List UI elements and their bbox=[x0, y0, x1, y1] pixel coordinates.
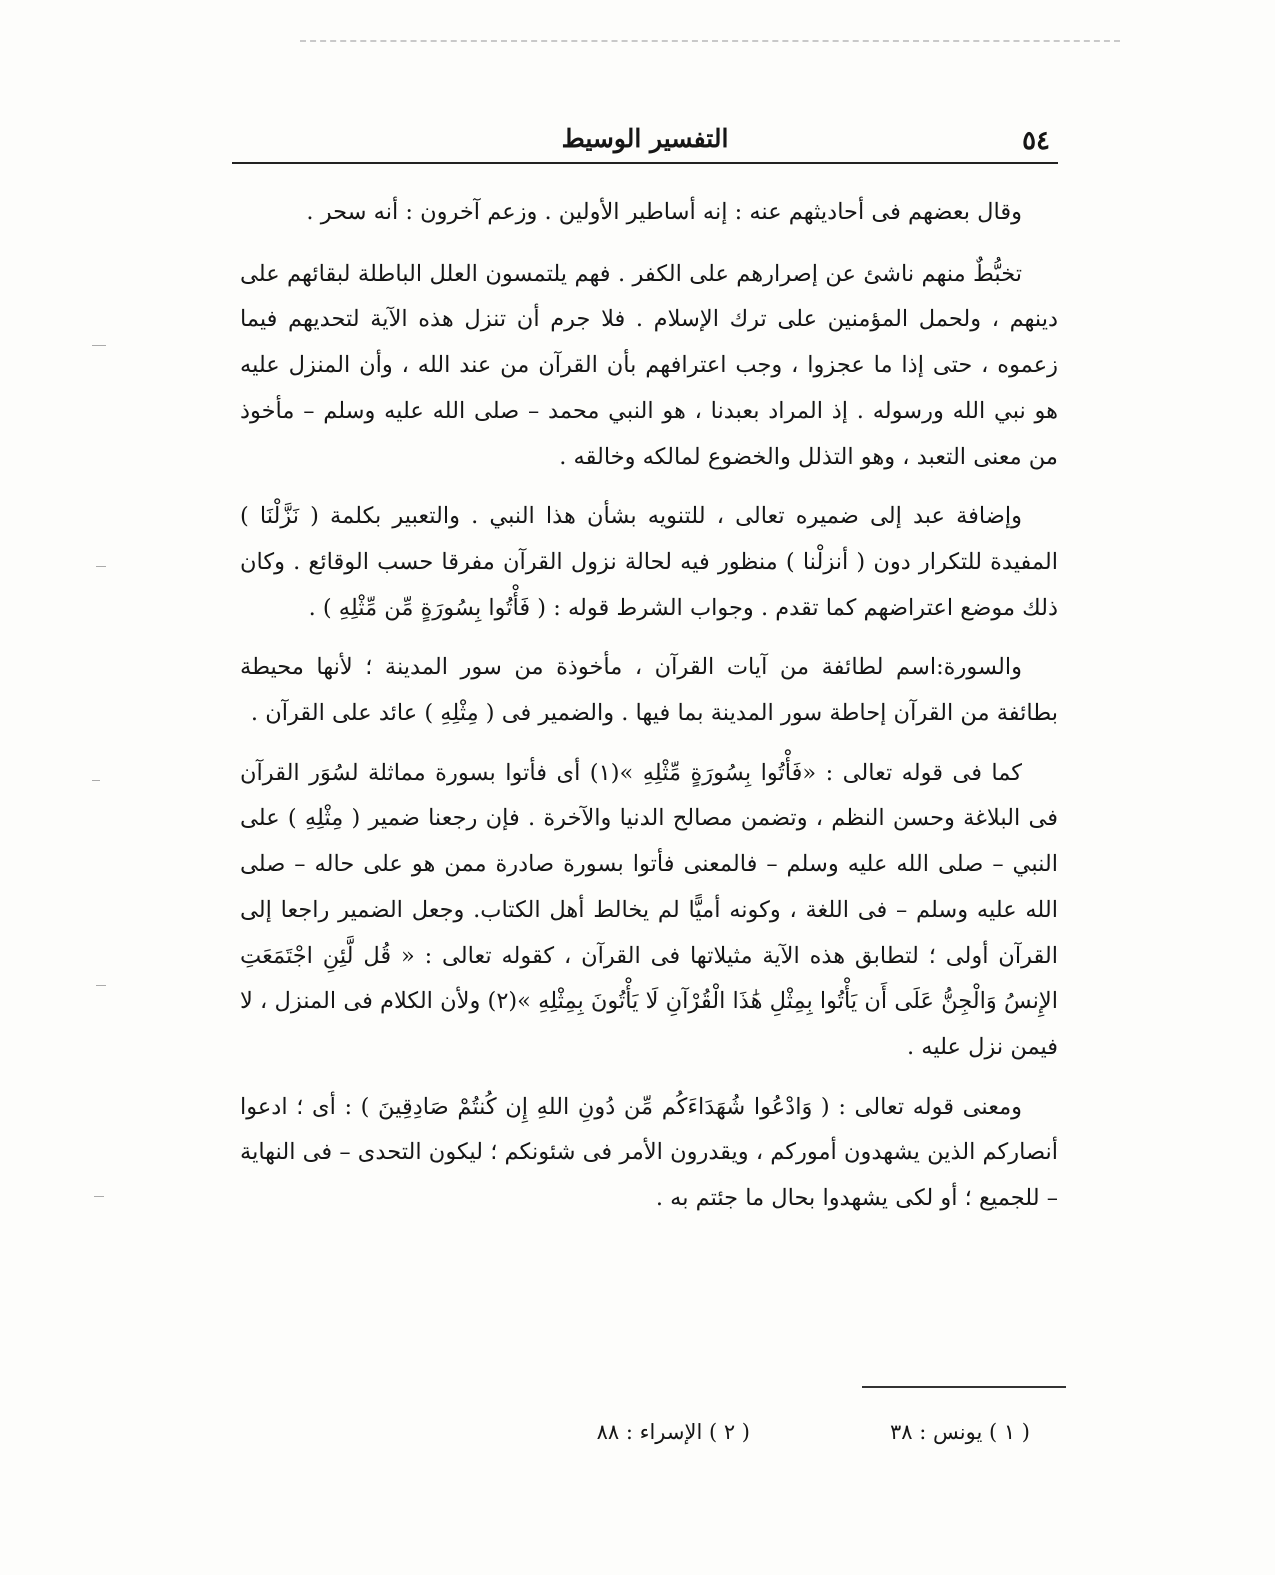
header-rule bbox=[232, 162, 1058, 164]
margin-mark bbox=[92, 345, 106, 346]
margin-mark bbox=[96, 566, 106, 567]
page-number: ٥٤ bbox=[1022, 126, 1050, 156]
scan-edge-mark bbox=[300, 40, 1120, 42]
paragraph: وقال بعضهم فى أحاديثهم عنه : إنه أساطير الأولين . وزعم آخرون : أنه سحر . bbox=[306, 199, 1022, 225]
paragraph: ومعنى قوله تعالى : ( وَادْعُوا شُهَدَاءَكُم مِّن دُونِ اللهِ إِن كُنتُمْ صَادِقِينَ ) : أى ؛ ادعوا أنصاركم الذين يشهدون أموركم ، ويقدرون الأمر فى شئونكم ؛ ليكون التحدى – فى النهاية – للجميع ؛ أو لكى يشهدوا بحال ما جئتم به . bbox=[240, 1093, 1058, 1212]
paragraph: كما فى قوله تعالى : «فَأْتُوا بِسُورَةٍ مِّثْلِهِ »(١) أى فأتوا بسورة مماثلة لسُوَر القرآن فى البلاغة وحسن النظم ، وتضمن مصالح الدنيا والآخرة . فإن رجعنا ضمير ( مِثْلِهِ ) على النبي – صلى الله عليه وسلم – فالمعنى فأتوا بسورة صادرة ممن هو على حاله – صلى الله عليه وسلم – فى اللغة ، وكونه أميًّا لم يخالط أهل الكتاب. وجعل الضمير راجعا إلى القرآن أولى ؛ لتطابق هذه الآية مثيلاتها فى القرآن ، كقوله تعالى : « قُل لَّئِنِ اجْتَمَعَتِ الإِنسُ وَالْجِنُّ عَلَى أَن يَأْتُوا بِمِثْلِ هَٰذَا الْقُرْآنِ لَا يَأْتُونَ بِمِثْلِهِ »(٢) ولأن الكلام فى المنزل ، لا فيمن نزل عليه . bbox=[240, 759, 1058, 1060]
page-header bbox=[232, 122, 1058, 160]
running-title: التفسير الوسيط bbox=[561, 124, 729, 153]
margin-mark bbox=[92, 780, 100, 781]
margin-mark bbox=[94, 1196, 104, 1197]
footnote-rule bbox=[862, 1386, 1066, 1388]
paragraph: والسورة:اسم لطائفة من آيات القرآن ، مأخوذة من سور المدينة ؛ لأنها محيطة بطائفة من القرآن إحاطة سور المدينة بما فيها . والضمير فى ( مِثْلِهِ ) عائد على القرآن . bbox=[240, 654, 1058, 727]
footnotes bbox=[560, 1420, 1060, 1460]
paragraph: وإضافة عبد إلى ضميره تعالى ، للتنويه بشأن هذا النبي . والتعبير بكلمة ( نَزَّلْنَا ) المفيدة للتكرار دون ( أنزلْنا ) منظور فيه لحالة نزول القرآن مفرقا حسب الوقائع . وكان ذلك موضع اعتراضهم كما تقدم . وجواب الشرط قوله : ( فَأْتُوا بِسُورَةٍ مِّن مِّثْلِهِ ) . bbox=[240, 503, 1058, 621]
body-text bbox=[240, 190, 1058, 1236]
footnote-1: ( ١ ) يونس : ٣٨ bbox=[890, 1420, 1030, 1444]
paragraph: تخبُّطٌ منهم ناشئ عن إصرارهم على الكفر . فهم يلتمسون العلل الباطلة لبقائهم على دينهم ، ولحمل المؤمنين على ترك الإسلام . فلا جرم أن تنزل هذه الآية لتحديهم فيما زعموه ، حتى إذا ما عجزوا ، وجب اعترافهم بأن القرآن من عند الله ، وأن المنزل عليه هو نبي الله ورسوله . إذ المراد بعبدنا ، هو النبي محمد – صلى الله عليه وسلم – مأخوذ من معنى التعبد ، وهو التذلل والخضوع لمالكه وخالقه . bbox=[240, 260, 1058, 470]
margin-mark bbox=[96, 985, 106, 986]
footnote-2: ( ٢ ) الإسراء : ٨٨ bbox=[596, 1420, 750, 1444]
